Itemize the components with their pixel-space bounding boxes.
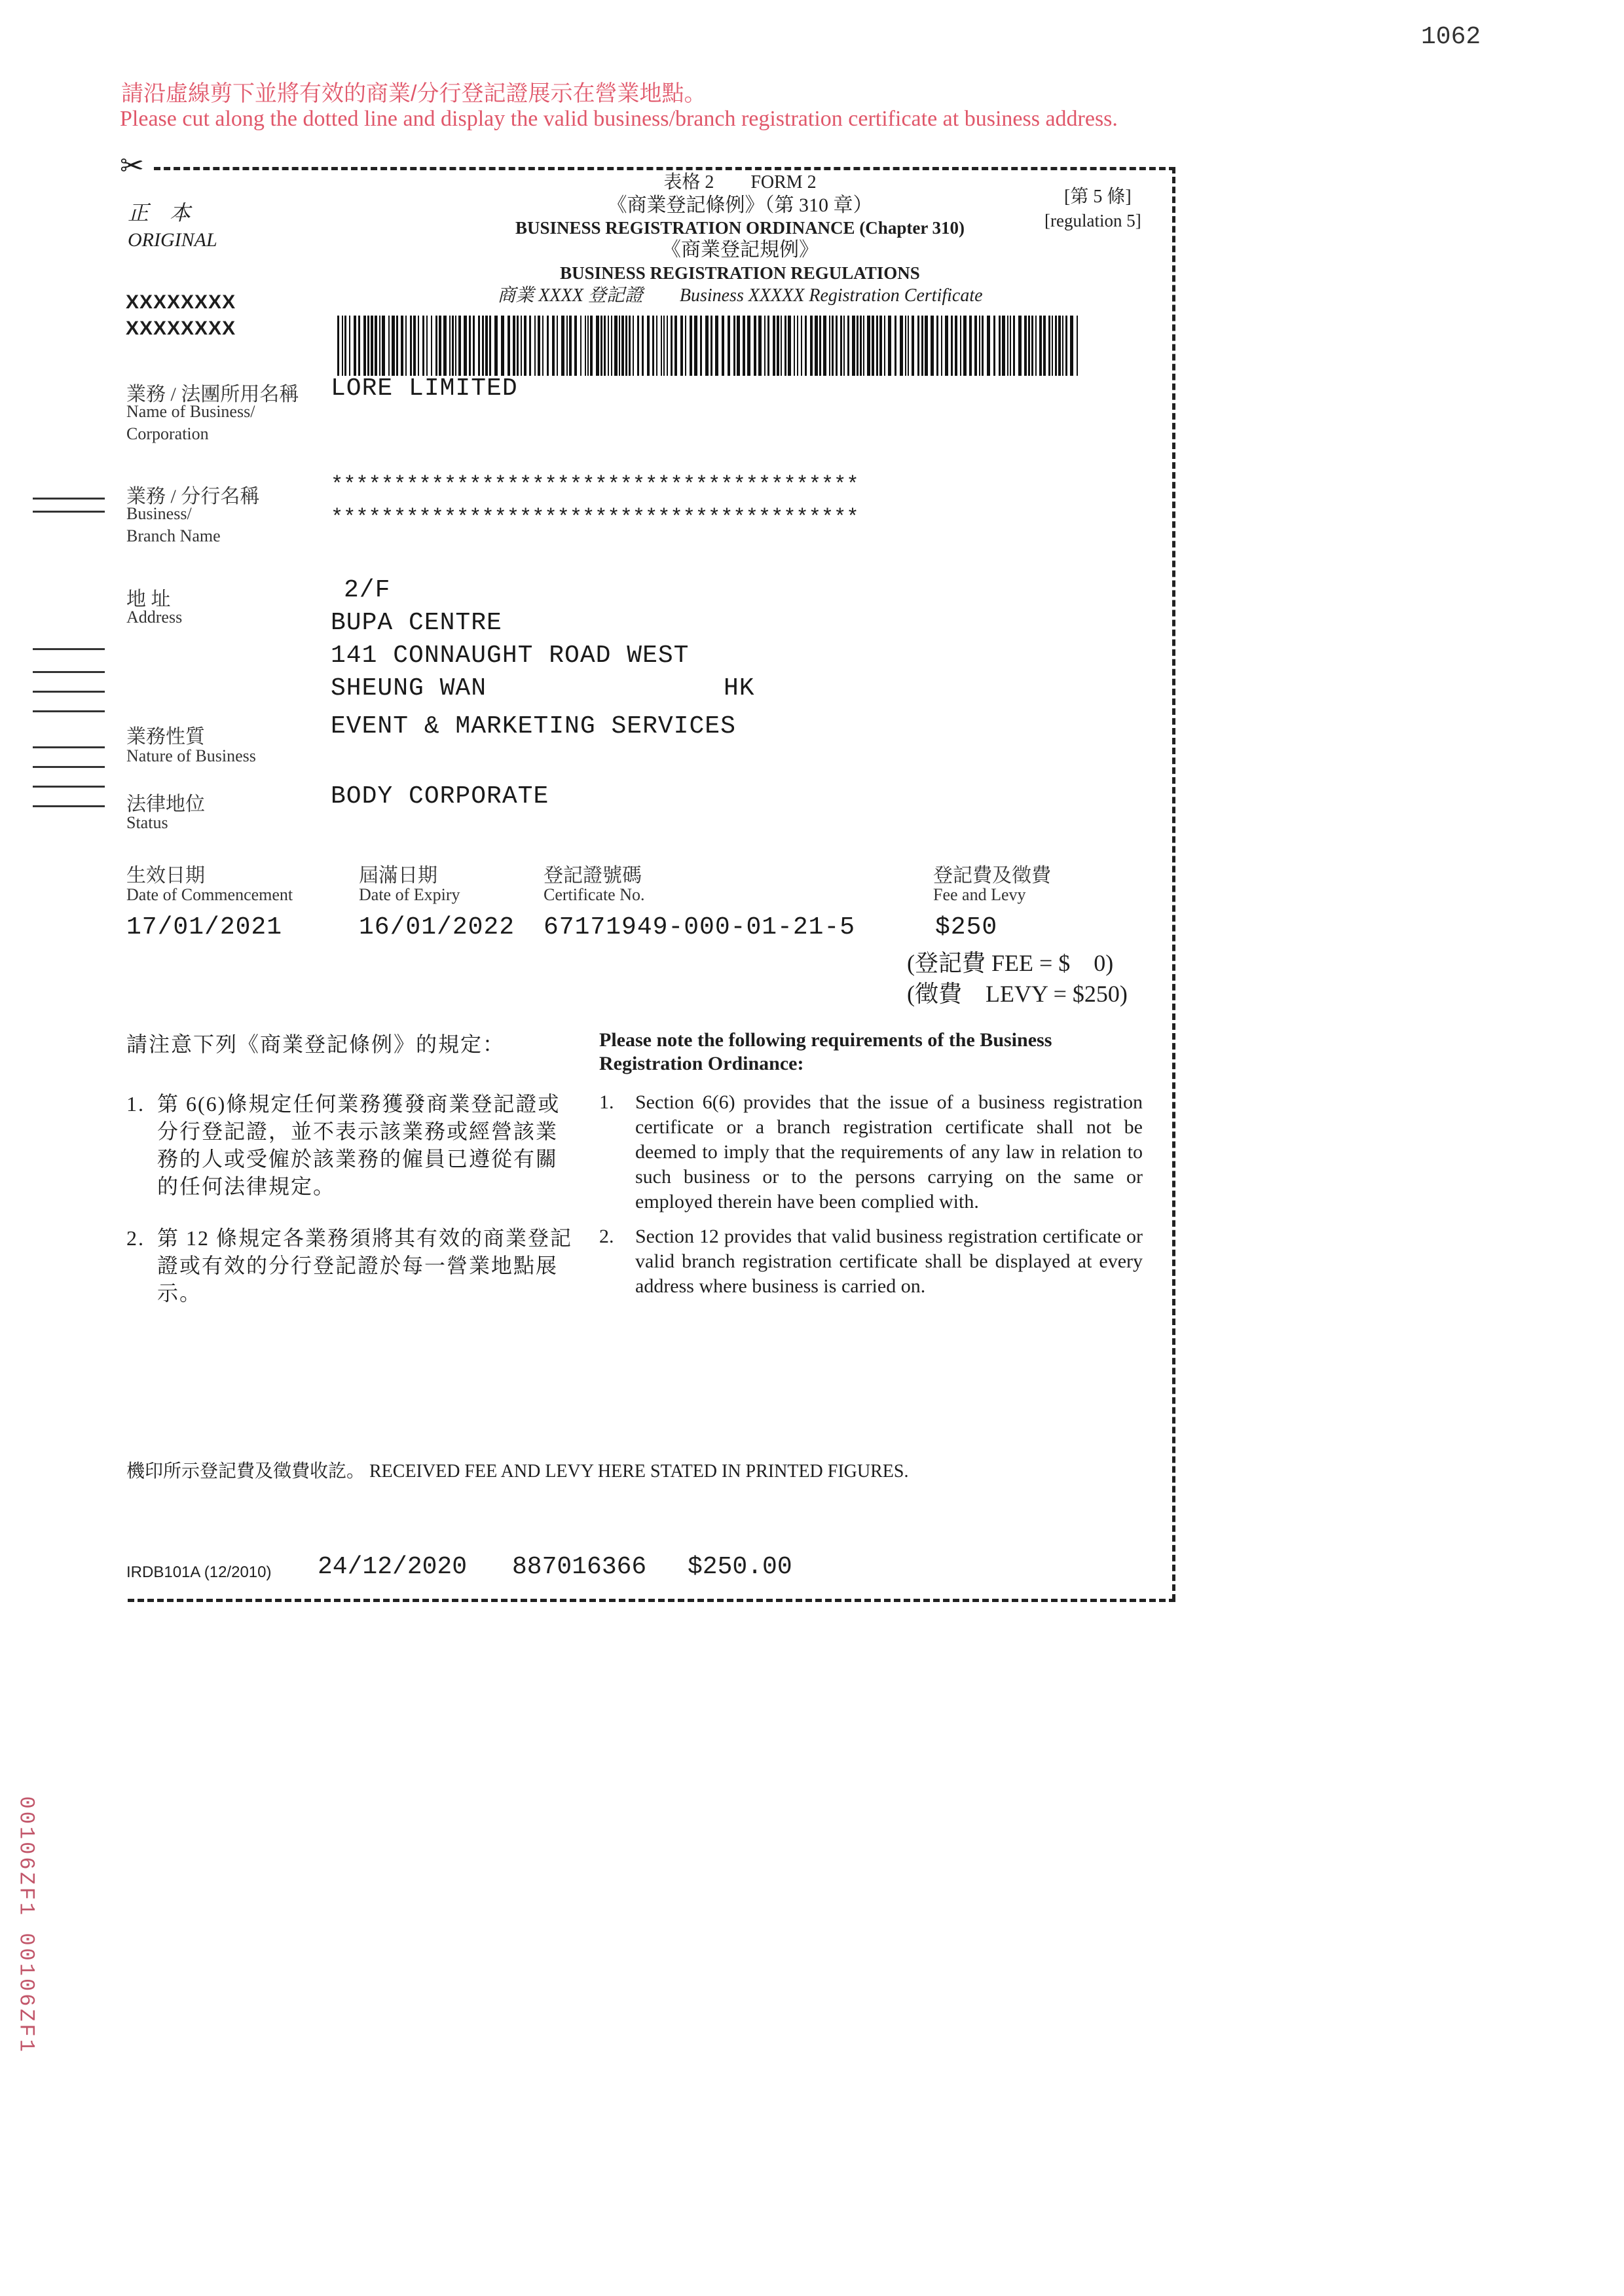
barcode-bar [587, 316, 589, 376]
regulations-en: BUSINESS REGISTRATION REGULATIONS [560, 263, 920, 283]
barcode-bar [777, 316, 779, 376]
barcode-bar [895, 316, 896, 376]
barcode-bar [443, 316, 447, 376]
barcode-bar [847, 316, 849, 376]
barcode-bar [931, 316, 934, 376]
barcode-bar [337, 316, 339, 376]
barcode-bar [819, 316, 821, 376]
barcode-bar [1055, 316, 1057, 376]
barcode-bar [788, 316, 791, 376]
barcode-bar [801, 316, 802, 376]
barcode-bar [608, 316, 609, 376]
barcode-bar [629, 316, 631, 376]
barcode-bar [680, 316, 683, 376]
barcode-bar [710, 316, 712, 376]
scan-mark [33, 805, 105, 807]
barcode-bar [566, 316, 568, 376]
barcode-bar [1028, 316, 1030, 376]
barcode-bar [1039, 316, 1042, 376]
barcode-bar [1048, 316, 1050, 376]
barcode-bar [1024, 316, 1027, 376]
barcode-bar [843, 316, 845, 376]
barcode-bar [621, 316, 624, 376]
form-header [432, 172, 1048, 308]
cut-instruction-zh: 請沿虛線剪下並將有效的商業/分行登記證展示在營業地點。 [121, 81, 707, 106]
scan-mark [33, 511, 105, 513]
note-1-zh-line: 分行登記證，並不表示該業務或經營該業 [157, 1120, 559, 1143]
copy-label-en: ORIGINAL [128, 229, 217, 251]
barcode-bar [580, 316, 581, 376]
barcode-bar [604, 316, 606, 376]
barcode-bar [529, 316, 531, 376]
barcode-bar [993, 316, 995, 376]
status-label-en: Status [126, 813, 168, 832]
legal-status: BODY CORPORATE [331, 782, 549, 811]
barcode-bar [781, 316, 782, 376]
redacted-id-1: XXXXXXXX [126, 291, 236, 313]
note-1-zh-line: 的任何法律規定。 [157, 1175, 336, 1198]
barcode-bar [349, 316, 350, 376]
receipt-amount: $250.00 [688, 1553, 792, 1581]
barcode-bar [569, 316, 572, 376]
barcode-bar [1062, 316, 1063, 376]
barcode-bar [805, 316, 807, 376]
barcode-bar [513, 316, 515, 376]
note-1-zh-line: 第 6(6)條規定任何業務獲發商業登記證或 [157, 1092, 561, 1116]
scan-mark [33, 671, 105, 673]
barcode-bar [585, 316, 586, 376]
barcode-bar [1035, 316, 1037, 376]
barcode-bar [625, 316, 627, 376]
barcode-bar [342, 316, 343, 376]
expiry-label-zh: 屆滿日期 [359, 865, 437, 886]
barcode-bar [452, 316, 454, 376]
barcode-bar [722, 316, 724, 376]
barcode-bar [1043, 316, 1046, 376]
notes-heading-zh: 請注意下列《商業登記條例》的規定： [126, 1032, 506, 1056]
barcode-bar [489, 316, 491, 376]
cut-line-right [1172, 167, 1175, 1601]
nature-label-en: Nature of Business [126, 746, 256, 765]
barcode-bar [685, 316, 686, 376]
barcode-bar [596, 316, 599, 376]
branch-name-line-2: ****************************************** [331, 505, 859, 530]
note-1-zh-line: 務的人或受僱於該業務的僱員已遵從有關 [157, 1147, 559, 1171]
barcode-bar [367, 316, 369, 376]
address-line-3: 141 CONNAUGHT ROAD WEST [331, 642, 690, 670]
barcode-bar [439, 316, 441, 376]
barcode-bar [401, 316, 403, 376]
branch-label-zh: 業務 / 分行名稱 [126, 486, 260, 507]
barcode-bar [642, 316, 644, 376]
cut-line-bottom [128, 1599, 1175, 1602]
barcode-bar [656, 316, 657, 376]
notes-heading-en-2: Registration Ordinance: [599, 1053, 804, 1074]
note-1-number-zh: 1. [126, 1092, 145, 1116]
note-2-number-en: 2. [599, 1226, 614, 1247]
barcode-bar [494, 316, 498, 376]
barcode [337, 316, 1080, 376]
regulations-zh: 《商業登記規例》 [661, 239, 819, 261]
address-line-2: BUPA CENTRE [331, 609, 502, 637]
fee-label-en: Fee and Levy [933, 885, 1026, 904]
barcode-bar [836, 316, 838, 376]
barcode-bar [758, 316, 762, 376]
cut-instruction-en: Please cut along the dotted line and display the valid business/branch registration certificate at business address. [120, 107, 1118, 131]
barcode-bar [747, 316, 750, 376]
barcode-bar [619, 316, 620, 376]
barcode-bar [1031, 316, 1033, 376]
fee-total: $250 [935, 913, 998, 941]
barcode-bar [590, 316, 593, 376]
scan-mark [33, 786, 105, 788]
barcode-bar [773, 316, 775, 376]
barcode-bar [600, 316, 602, 376]
scan-mark [33, 691, 105, 693]
barcode-bar [857, 316, 858, 376]
note-2-zh [157, 1224, 576, 1307]
barcode-bar [561, 316, 564, 376]
name-label-en-2: Corporation [126, 424, 209, 443]
name-label-zh: 業務 / 法團所用名稱 [126, 384, 299, 405]
address-line-1: 2/F [344, 576, 391, 604]
barcode-bar [852, 316, 855, 376]
barcode-bar [867, 316, 870, 376]
expiry-label-en: Date of Expiry [359, 885, 460, 904]
barcode-bar [422, 316, 424, 376]
commencement-label-en: Date of Commencement [126, 885, 293, 904]
barcode-bar [999, 316, 1001, 376]
barcode-bar [872, 316, 874, 376]
barcode-bar [637, 316, 639, 376]
status-label-zh: 法律地位 [126, 793, 205, 815]
barcode-bar [671, 316, 673, 376]
barcode-bar [955, 316, 957, 376]
barcode-bar [823, 316, 826, 376]
barcode-bar [764, 316, 766, 376]
barcode-bar [982, 316, 984, 376]
barcode-bar [912, 316, 914, 376]
barcode-bar [960, 316, 961, 376]
scan-mark [33, 710, 105, 712]
barcode-bar [358, 316, 360, 376]
fee-breakdown-levy: (徵費 LEVY = $250) [907, 981, 1128, 1007]
barcode-bar [473, 316, 475, 376]
regulation-ref-en: [regulation 5] [1044, 211, 1141, 230]
barcode-bar [485, 316, 488, 376]
cert-no-label-zh: 登記證號碼 [544, 865, 642, 886]
barcode-bar [879, 316, 882, 376]
fee-breakdown-fee: (登記費 FEE = $ 0) [907, 950, 1114, 976]
barcode-bar [1058, 316, 1061, 376]
copy-label-zh: 正 本 [128, 201, 191, 225]
note-2-zh-line: 第 12 條規定各業務須將其有效的商業登記 [157, 1226, 573, 1250]
barcode-bar [542, 316, 544, 376]
nature-label-zh: 業務性質 [126, 726, 205, 748]
receipt-number: 887016366 [512, 1553, 647, 1581]
barcode-bar [905, 316, 906, 376]
barcode-bar [876, 316, 878, 376]
commencement-label-zh: 生效日期 [126, 865, 205, 886]
barcode-bar [863, 316, 864, 376]
certificate-number: 67171949-000-01-21-5 [544, 913, 856, 941]
ordinance-zh: 《商業登記條例》（第 310 章） [607, 194, 873, 216]
barcode-bar [969, 316, 972, 376]
barcode-bar [815, 316, 818, 376]
barcode-bar [941, 316, 942, 376]
receipt-statement: 機印所示登記費及徵費收訖。 RECEIVED FEE AND LEVY HERE STATED IN PRINTED FIGURES. [126, 1461, 909, 1482]
barcode-bar [832, 316, 834, 376]
nature-of-business: EVENT & MARKETING SERVICES [331, 712, 736, 740]
barcode-bar [392, 316, 395, 376]
barcode-bar [1013, 316, 1015, 376]
expiry-date: 16/01/2022 [359, 913, 515, 941]
regulation-ref-zh: [第 5 條] [1064, 187, 1132, 207]
barcode-bar [794, 316, 795, 376]
barcode-bar [1070, 316, 1073, 376]
barcode-bar [974, 316, 977, 376]
barcode-bar [464, 316, 467, 376]
scan-mark [33, 746, 105, 748]
barcode-bar [667, 316, 668, 376]
barcode-bar [507, 316, 510, 376]
barcode-bar [557, 316, 558, 376]
barcode-bar [538, 316, 540, 376]
barcode-bar [382, 316, 385, 376]
barcode-bar [552, 316, 555, 376]
note-1-zh [157, 1090, 576, 1200]
scan-mark [33, 766, 105, 768]
barcode-bar [633, 316, 634, 376]
barcode-bar [884, 316, 885, 376]
barcode-bar [733, 316, 735, 376]
barcode-bar [431, 316, 432, 376]
barcode-bar [663, 316, 665, 376]
note-2-number-zh: 2. [126, 1226, 145, 1250]
form-number: 表格 2 FORM 2 [663, 172, 817, 192]
barcode-bar [700, 316, 702, 376]
commencement-date: 17/01/2021 [126, 913, 283, 941]
barcode-bar [413, 316, 416, 376]
barcode-bar [936, 316, 938, 376]
barcode-bar [396, 316, 398, 376]
barcode-bar [418, 316, 419, 376]
barcode-bar [410, 316, 412, 376]
barcode-bar [705, 316, 709, 376]
barcode-bar [908, 316, 909, 376]
cert-no-label-en: Certificate No. [544, 885, 645, 904]
scan-mark [33, 648, 105, 650]
barcode-bar [574, 316, 577, 376]
barcode-bar [715, 316, 718, 376]
notes-heading-en-1: Please note the following requirements of the Business [599, 1029, 1052, 1051]
barcode-bar [405, 316, 407, 376]
branch-name-line-1: ****************************************** [331, 473, 859, 497]
barcode-bar [371, 316, 373, 376]
barcode-bar [426, 316, 428, 376]
barcode-bar [737, 316, 740, 376]
barcode-bar [888, 316, 891, 376]
barcode-bar [900, 316, 903, 376]
barcode-bar [810, 316, 813, 376]
barcode-bar [1007, 316, 1008, 376]
redacted-id-2: XXXXXXXX [126, 318, 236, 339]
barcode-bar [344, 316, 346, 376]
barcode-bar [458, 316, 461, 376]
address-label-en: Address [126, 608, 183, 627]
barcode-bar [521, 316, 522, 376]
name-label-en-1: Name of Business/ [126, 402, 255, 421]
cut-line-top [154, 167, 1175, 170]
barcode-bar [611, 316, 612, 376]
barcode-bar [388, 316, 390, 376]
address-line-4: SHEUNG WAN [331, 674, 487, 702]
barcode-bar [375, 316, 377, 376]
barcode-bar [547, 316, 549, 376]
barcode-bar [482, 316, 484, 376]
form-code: IRDB101A (12/2010) [126, 1563, 272, 1581]
barcode-bar [690, 316, 692, 376]
barcode-bar [1002, 316, 1005, 376]
barcode-bar [963, 316, 967, 376]
receipt-date: 24/12/2020 [318, 1553, 468, 1581]
barcode-bar [363, 316, 366, 376]
barcode-bar [1065, 316, 1067, 376]
barcode-bar [1077, 316, 1078, 376]
barcode-bar [674, 316, 677, 376]
barcode-bar [379, 316, 380, 376]
note-1-number-en: 1. [599, 1091, 614, 1113]
branch-label-en-1: Business/ [126, 504, 192, 523]
barcode-bar [797, 316, 798, 376]
note-2-zh-line: 示。 [157, 1281, 202, 1305]
barcode-bar [840, 316, 842, 376]
barcode-bar [1052, 316, 1053, 376]
barcode-bar [534, 316, 536, 376]
barcode-bar [455, 316, 456, 376]
barcode-bar [1018, 316, 1022, 376]
barcode-bar [661, 316, 662, 376]
barcode-bar [614, 316, 618, 376]
barcode-bar [860, 316, 862, 376]
business-name: LORE LIMITED [331, 374, 518, 403]
address-country: HK [724, 674, 755, 702]
barcode-bar [784, 316, 786, 376]
barcode-bar [728, 316, 730, 376]
barcode-bar [979, 316, 980, 376]
barcode-bar [743, 316, 745, 376]
barcode-bar [449, 316, 451, 376]
barcode-bar [945, 316, 948, 376]
barcode-bar [951, 316, 953, 376]
side-stamp: 00106ZF1 00106ZF1 [14, 1796, 39, 2054]
barcode-bar [767, 316, 769, 376]
note-2-zh-line: 證或有效的分行登記證於每一營業地點展 [157, 1254, 559, 1277]
barcode-bar [517, 316, 519, 376]
barcode-bar [647, 316, 650, 376]
ordinance-en: BUSINESS REGISTRATION ORDINANCE (Chapter 310) [515, 218, 965, 238]
scan-mark [33, 498, 105, 500]
address-label-zh: 地 址 [126, 589, 171, 610]
barcode-bar [921, 316, 923, 376]
barcode-bar [501, 316, 504, 376]
barcode-bar [652, 316, 654, 376]
barcode-bar [987, 316, 990, 376]
scissors-icon: ✂ [120, 150, 144, 182]
barcode-bar [1010, 316, 1011, 376]
barcode-bar [478, 316, 480, 376]
barcode-bar [829, 316, 830, 376]
fee-label-zh: 登記費及徵費 [933, 865, 1051, 886]
page-number: 1062 [1421, 23, 1481, 51]
barcode-bar [754, 316, 756, 376]
branch-label-en-2: Branch Name [126, 526, 221, 545]
barcode-bar [694, 316, 697, 376]
certificate-title: 商業 XXXX 登記證 Business XXXXX Registration Certificate [497, 285, 983, 306]
barcode-bar [524, 316, 526, 376]
note-2-en: Section 12 provides that valid business registration certificate or valid branch registration certificate shall be displayed at every address where business is carried on. [635, 1226, 1143, 1297]
barcode-bar [435, 316, 437, 376]
barcode-bar [469, 316, 471, 376]
barcode-bar [354, 316, 356, 376]
barcode-bar [925, 316, 928, 376]
note-1-en: Section 6(6) provides that the issue of a business registration certificate or a branch registration certificate shall not be deemed to imply that the requirements of any law in relation to such business or to the persons carrying on the same or employed therein have been complied with. [635, 1091, 1143, 1212]
barcode-bar [917, 316, 919, 376]
